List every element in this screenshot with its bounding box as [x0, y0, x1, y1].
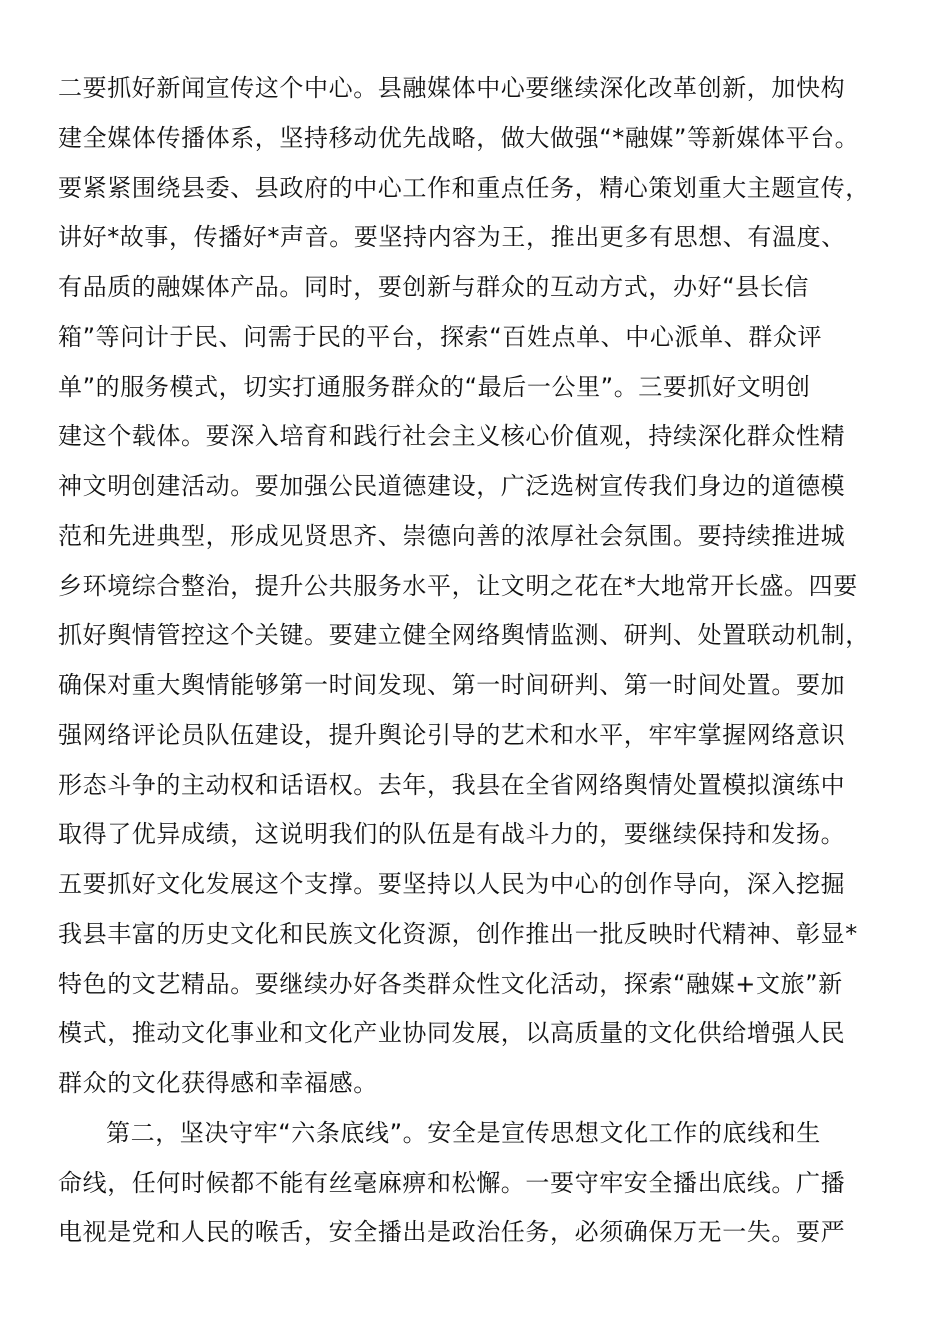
text-line: 强网络评论员队伍建设，提升舆论引导的艺术和水平，牢牢掌握网络意识 — [58, 721, 846, 749]
text-line: 神文明创建活动。要加强公民道德建设，广泛选树宣传我们身边的道德模 — [58, 472, 846, 500]
text-line: 群众的文化获得感和幸福感。 — [58, 1069, 378, 1097]
text-line: 建全媒体传播体系，坚持移动优先战略，做大做强“*融媒”等新媒体平台。 — [58, 124, 860, 152]
text-line: 五要抓好文化发展这个支撑。要坚持以人民为中心的创作导向，深入挖掘 — [58, 870, 846, 898]
text-line: 模式，推动文化事业和文化产业协同发展，以高质量的文化供给增强人民 — [58, 1019, 846, 1047]
text-line: 讲好*故事，传播好*声音。要坚持内容为王，推出更多有思想、有温度、 — [58, 223, 846, 251]
text-line: 有品质的融媒体产品。同时，要创新与群众的互动方式，办好“县长信 — [58, 273, 810, 301]
text-line: 特色的文艺精品。要继续办好各类群众性文化活动，探索“融媒+文旅”新 — [58, 970, 843, 998]
text-line: 单”的服务模式，切实打通服务群众的“最后一公里”。三要抓好文明创 — [58, 373, 811, 401]
paragraph-start-line: 第二，坚决守牢“六条底线”。安全是宣传思想文化工作的底线和生 — [106, 1119, 821, 1147]
text-line: 要紧紧围绕县委、县政府的中心工作和重点任务，精心策划重大主题宣传， — [58, 174, 870, 202]
text-line: 形态斗争的主动权和话语权。去年，我县在全省网络舆情处置模拟演练中 — [58, 771, 846, 799]
text-line: 箱”等问计于民、问需于民的平台，探索“百姓点单、中心派单、群众评 — [58, 323, 823, 351]
text-line: 二要抓好新闻宣传这个中心。县融媒体中心要继续深化改革创新，加快构 — [58, 74, 846, 102]
text-line: 乡环境综合整治，提升公共服务水平，让文明之花在*大地常开长盛。四要 — [58, 572, 858, 600]
text-line: 确保对重大舆情能够第一时间发现、第一时间研判、第一时间处置。要加 — [58, 671, 846, 699]
text-line: 范和先进典型，形成见贤思齐、崇德向善的浓厚社会氛围。要持续推进城 — [58, 522, 846, 550]
text-line: 建这个载体。要深入培育和践行社会主义核心价值观，持续深化群众性精 — [58, 422, 846, 450]
text-line: 命线，任何时候都不能有丝毫麻痹和松懈。一要守牢安全播出底线。广播 — [58, 1169, 846, 1197]
text-line: 取得了优异成绩，这说明我们的队伍是有战斗力的，要继续保持和发扬。 — [58, 820, 846, 848]
text-line: 电视是党和人民的喉舌，安全播出是政治任务，必须确保万无一失。要严 — [58, 1218, 846, 1246]
text-line: 抓好舆情管控这个关键。要建立健全网络舆情监测、研判、处置联动机制， — [58, 621, 870, 649]
text-line: 我县丰富的历史文化和民族文化资源，创作推出一批反映时代精神、彰显* — [58, 920, 858, 948]
